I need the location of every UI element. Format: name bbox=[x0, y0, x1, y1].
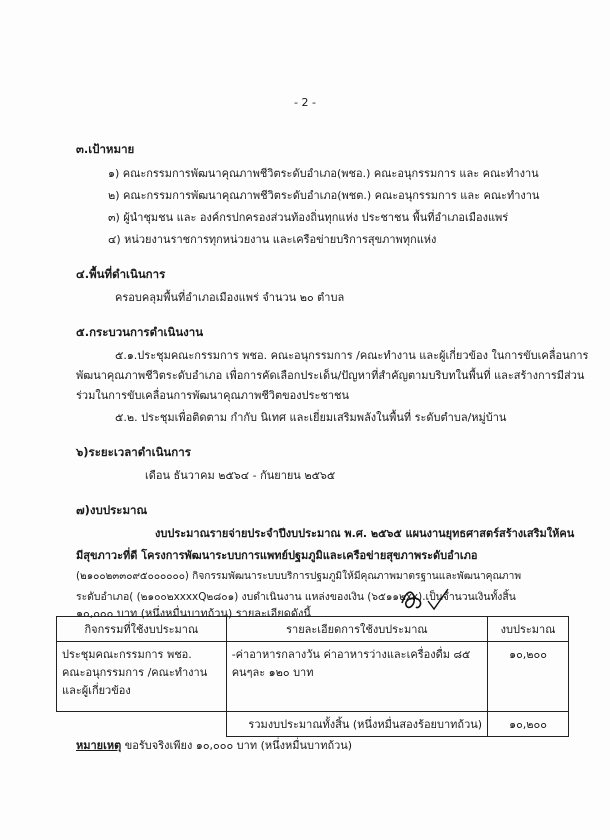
budget-line-4: ระดับอำเภอ( (๒๑๐๐๒xxxxQ๒๘๐๑) งบดำเนินงาน แหล่งของเงิน (๖๕๑๑๒xx).เป็นจำนวนเงินทั้งสิ้น bbox=[76, 591, 516, 603]
header-amount: งบประมาณ bbox=[488, 617, 569, 642]
process-1-line-2: พัฒนาคุณภาพชีวิตระดับอำเภอ เพื่อการคัดเลือกประเด็น/ปัญหาที่สำคัญตามบริบทในพื้นที่ และสร้างการมีส่วน bbox=[76, 369, 585, 382]
total-amount: ๑๐,๒๐๐ bbox=[488, 712, 569, 737]
section-7-title: ๗)งบประมาณ bbox=[76, 503, 148, 517]
area-text: ครอบคลุมพื้นที่อำเภอเมืองแพร่ จำนวน ๒๐ ตำบล bbox=[115, 291, 345, 304]
target-item-2: ๒) คณะกรรมการพัฒนาคุณภาพชีวิตระดับอำเภอ(พชต.) คณะอนุกรรมการ และ คณะทำงาน bbox=[108, 189, 540, 202]
process-1-line-3: ร่วมในการขับเคลื่อนการพัฒนาคุณภาพชีวิตของประชาชน bbox=[76, 389, 350, 402]
process-1-line-1: ๕.๑.ประชุมคณะกรรมการ พชอ. คณะอนุกรรมการ /คณะทำงาน และผู้เกี่ยวข้อง ในการขับเคลื่อนการ bbox=[115, 349, 589, 362]
activity-line-3: และผู้เกี่ยวข้อง bbox=[62, 684, 131, 697]
activity-line-2: คณะอนุกรรมการ /คณะทำงาน bbox=[62, 666, 208, 679]
activity-line-1: ประชุมคณะกรรมการ พชอ. bbox=[62, 648, 192, 661]
note bbox=[76, 736, 352, 754]
budget-line-2: มีสุขภาวะที่ดี โครงการพัฒนาระบบการแพทย์ปฐมภูมิและเครือข่ายสุขภาพระดับอำเภอ bbox=[76, 549, 478, 562]
detail-line-2: คนๆละ ๑๒๐ บาท bbox=[231, 666, 314, 679]
budget-line-1: งบประมาณรายจ่ายประจำปีงบประมาณ พ.ศ. ๒๕๖๕ แผนงานยุทธศาสตร์สร้างเสริมให้คน bbox=[155, 527, 575, 540]
budget-table bbox=[56, 616, 569, 737]
header-activity: กิจกรรมที่ใช้งบประมาณ bbox=[57, 617, 227, 642]
table-row bbox=[57, 642, 569, 712]
activity-cell bbox=[57, 642, 227, 712]
handwritten-checkmark-icon bbox=[398, 585, 454, 615]
process-2: ๕.๒. ประชุมเพื่อติดตาม กำกับ นิเทศ และเยี่ยมเสริมพลังในพื้นที่ ระดับตำบล/หมู่บ้าน bbox=[115, 411, 507, 424]
total-empty-cell bbox=[57, 712, 227, 737]
note-label: หมายเหตุ bbox=[76, 739, 122, 752]
table-total-row bbox=[57, 712, 569, 737]
note-text: ขอรับจริงเพียง ๑๐,๐๐๐ บาท (หนึ่งหมื่นบาทถ้วน) bbox=[121, 739, 353, 752]
page-number: - 2 - bbox=[294, 96, 316, 109]
amount-cell: ๑๐,๒๐๐ bbox=[488, 642, 569, 712]
table-header-row bbox=[57, 617, 569, 642]
budget-line-3: (๒๑๐๐๒๓๓๐๙๕๐๐๐๐๐๐) กิจกรรมพัฒนาระบบบริการปฐมภูมิให้มีคุณภาพมาตรฐานและพัฒนาคุณภาพ bbox=[76, 571, 522, 582]
target-item-4: ๔) หน่วยงานราชการทุกหน่วยงาน และเครือข่ายบริการสุขภาพทุกแห่ง bbox=[108, 233, 437, 246]
section-3-title: ๓.เป้าหมาย bbox=[76, 142, 135, 156]
period-text: เดือน ธันวาคม ๒๕๖๔ - กันยายน ๒๕๖๕ bbox=[145, 469, 336, 482]
detail-line-1: -ค่าอาหารกลางวัน ค่าอาหารว่างและเครื่องดื่ม ๘๕ bbox=[231, 648, 471, 661]
section-5-title: ๕.กระบวนการดำเนินงาน bbox=[76, 325, 204, 339]
section-4-title: ๔.พื้นที่ดำเนินการ bbox=[76, 267, 166, 281]
header-detail: รายละเอียดการใช้งบประมาณ bbox=[226, 617, 487, 642]
target-item-3: ๓) ผู้นำชุมชน และ องค์กรปกครองส่วนท้องถิ่นทุกแห่ง ประชาชน พื้นที่อำเภอเมืองแพร่ bbox=[108, 211, 509, 224]
target-item-1: ๑) คณะกรรมการพัฒนาคุณภาพชีวิตระดับอำเภอ(พชอ.) คณะอนุกรรมการ และ คณะทำงาน bbox=[108, 167, 539, 180]
budget-line-5: ๑๐,๐๐๐ บาท (หนึ่งหมื่นบาทถ้วน) รายละเอียดดังนี้ bbox=[76, 607, 311, 620]
detail-cell bbox=[226, 642, 487, 712]
total-label: รวมงบประมาณทั้งสิ้น (หนึ่งหมื่นสองร้อยบาทถ้วน) bbox=[226, 712, 487, 737]
section-6-title: ๖)ระยะเวลาดำเนินการ bbox=[76, 445, 191, 459]
